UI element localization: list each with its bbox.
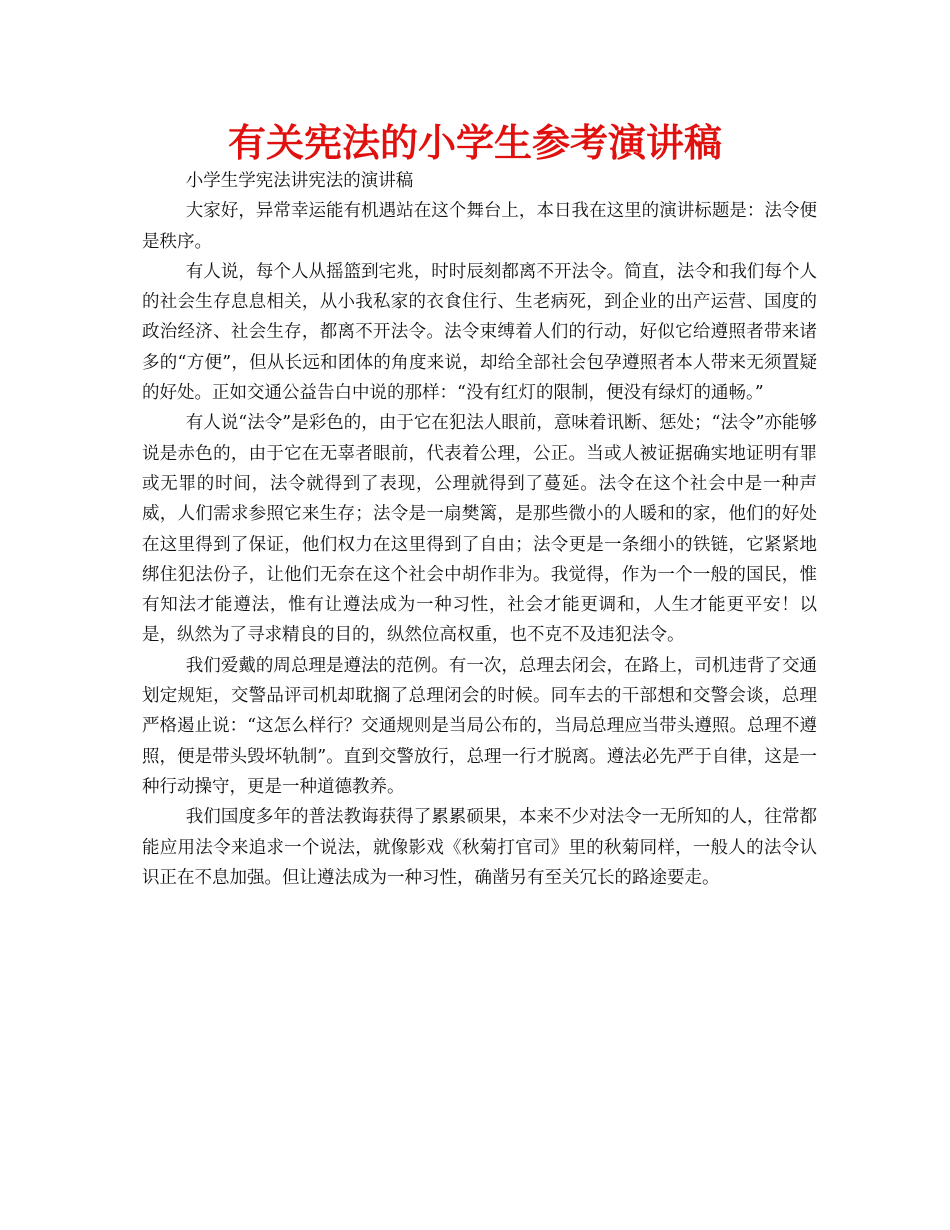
paragraph-3: 有人说“法令”是彩色的，由于它在犯法人眼前，意味着讯断、惩处；“法令”亦能够说是赤色的，由于它在无辜者眼前，代表着公理，公正。当或人被证据确实地证明有罪或无罪的时间，法令就得到了表现，公理就得到了蔓延。法令在这个社会中是一种声威，人们需求参照它来生存；法令是一扇樊篱，是那些微小的人暖和的家，他们的好处在这里得到了保证，他们权力在这里得到了自由；法令更是一条细小的铁链，它紧紧地绑住犯法份子，让他们无奈在这个社会中胡作非为。我觉得，作为一个一般的国民，惟有知法才能遵法，惟有让遵法成为一种习性，社会才能更调和，人生才能更平安！以是，纵然为了寻求精良的目的，纵然位高权重，也不克不及违犯法令。 — [142, 413, 817, 646]
document-body — [142, 166, 817, 893]
document-subtitle: 小学生学宪法讲宪法的演讲稿 — [185, 171, 414, 191]
paragraph-1: 大家好，异常幸运能有机遇站在这个舞台上，本日我在这里的演讲标题是：法令便是秩序。 — [142, 201, 817, 252]
paragraph-5: 我们国度多年的普法教诲获得了累累硕果，本来不少对法令一无所知的人，往常都能应用法令来追求一个说法，就像影戏《秋菊打官司》里的秋菊同样，一般人的法令认识正在不息加强。但让遵法成为一种习性，确凿另有至关冗长的路途要走。 — [142, 807, 817, 888]
paragraph-4: 我们爱戴的周总理是遵法的范例。有一次，总理去闭会，在路上，司机违背了交通划定规矩，交警品评司机却耽搁了总理闭会的时候。同车去的干部想和交警会谈，总理严格遏止说：“这怎么样行？交通规则是当局公布的，当局总理应当带头遵照。总理不遵照，便是带头毁坏轨制”。直到交警放行，总理一行才脱离。遵法必先严于自律，这是一种行动操守，更是一种道德教养。 — [142, 655, 817, 797]
document-title: 有关宪法的小学生参考演讲稿 — [227, 121, 722, 165]
paragraph-2: 有人说，每个人从摇篮到宅兆，时时辰刻都离不开法令。简直，法令和我们每个人的社会生存息息相关，从小我私家的衣食住行、生老病死，到企业的出产运营、国度的政治经济、社会生存，都离不开法令。法令束缚着人们的行动，好似它给遵照者带来诸多的“方便”，但从长远和团体的角度来说，却给全部社会包孕遵照者本人带来无须置疑的好处。正如交通公益告白中说的那样：“没有红灯的限制，便没有绿灯的通畅。” — [142, 261, 817, 404]
